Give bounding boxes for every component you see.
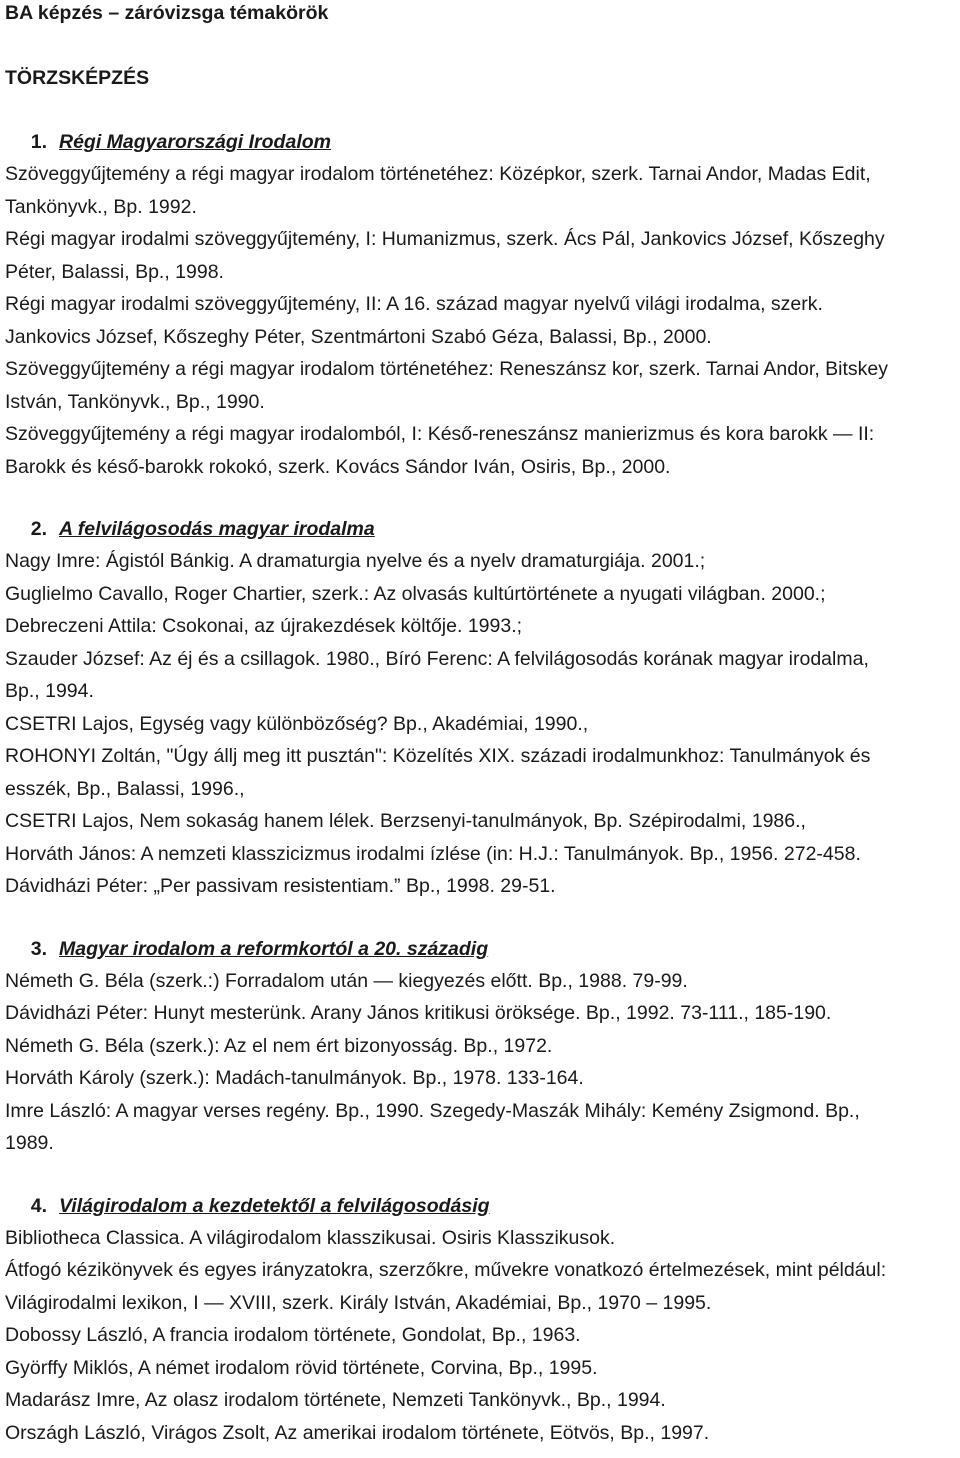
bibliography-line: Szauder József: Az éj és a csillagok. 1980., Bíró Ferenc: A felvilágosodás korának magyar irodalma, [5,647,869,670]
bibliography-line: Debreczeni Attila: Csokonai, az újrakezdések költője. 1993.; [5,615,523,637]
bibliography-line: Imre László: A magyar verses regény. Bp., 1990. Szegedy-Maszák Mihály: Kemény Zsigmond. Bp., [5,1099,860,1122]
document-title: BA képzés – záróvizsga témakörök [5,2,329,24]
bibliography-list [5,545,954,903]
section-number: 1. [30,131,47,153]
bibliography-line: Átfogó kézikönyvek és egyes irányzatokra, szerzőkre, művekre vonatkozó értelmezések, mint például: [5,1259,887,1281]
bibliography-line: Dobossy László, A francia irodalom története, Gondolat, Bp., 1963. [5,1324,581,1346]
bibliography-line: István, Tankönyvk., Bp., 1990. [5,390,265,413]
bibliography-line: CSETRI Lajos, Egység vagy különbözőség? Bp., Akadémiai, 1990., [5,712,589,735]
bibliography-line: Szöveggyűjtemény a régi magyar irodalom történetéhez: Középkor, szerk. Tarnai Andor, Madas Edit, [5,163,871,185]
spacer [5,1160,954,1190]
section-heading [5,126,954,158]
spacer [5,26,954,62]
bibliography-line: Szöveggyűjtemény a régi magyar irodalom történetéhez: Reneszánsz kor, szerk. Tarnai Andor, Bitskey [5,358,889,380]
bibliography-line: Györffy Miklós, A német irodalom rövid története, Corvina, Bp., 1995. [5,1356,598,1379]
bibliography-line: Dávidházi Péter: Hunyt mesterünk. Arany János kritikusi öröksége. Bp., 1992. 73-111., 185-190. [5,1002,832,1024]
bibliography-line: Szöveggyűjtemény a régi magyar irodalomból, I: Késő-reneszánsz manierizmus és kora barokk — II: [5,423,875,445]
bibliography-line: Péter, Balassi, Bp., 1998. [5,260,224,283]
section-heading [5,1190,954,1222]
spacer [5,94,954,126]
spacer [5,483,954,513]
bibliography-line: Világirodalmi lexikon, I — XVIII, szerk. Király István, Akadémiai, Bp., 1970 – 1995. [5,1291,712,1314]
bibliography-line: Tankönyvk., Bp. 1992. [5,195,197,218]
bibliography-line: Nagy Imre: Ágistól Bánkig. A dramaturgia nyelve és a nyelv dramaturgiája. 2001.; [5,550,706,572]
bibliography-list [5,158,954,483]
bibliography-line: Bp., 1994. [5,680,94,702]
section-heading-text: A felvilágosodás magyar irodalma [59,518,375,540]
bibliography-line: Horváth Károly (szerk.): Madách-tanulmányok. Bp., 1978. 133-164. [5,1067,584,1089]
section-number: 4. [30,1194,47,1217]
spacer [5,903,954,933]
bibliography-line: ROHONYI Zoltán, "Úgy állj meg itt pusztán": Közelítés XIX. századi irodalmunkhoz: Tanulmányok és [5,745,871,767]
section-heading [5,933,954,965]
bibliography-line: Barokk és késő-barokk rokokó, szerk. Kovács Sándor Iván, Osiris, Bp., 2000. [5,455,671,478]
bibliography-line: Németh G. Béla (szerk.:) Forradalom után — kiegyezés előtt. Bp., 1988. 79-99. [5,969,688,992]
bibliography-line: Guglielmo Cavallo, Roger Chartier, szerk.: Az olvasás kultúrtörténete a nyugati világban. 2000.; [5,582,826,605]
section-2 [5,513,954,933]
bibliography-line: 1989. [5,1132,54,1154]
section-number: 3. [30,937,47,960]
bibliography-line: Horváth János: A nemzeti klasszicizmus irodalmi ízlése (in: H.J.: Tanulmányok. Bp., 1956. 272-458. [5,842,861,865]
section-3 [5,933,954,1190]
section-heading-text: Világirodalom a kezdetektől a felvilágosodásig [59,1194,490,1217]
bibliography-line: Régi magyar irodalmi szöveggyűjtemény, I: Humanizmus, szerk. Ács Pál, Jankovics József, Kőszeghy [5,228,885,250]
section-4 [5,1190,954,1450]
sections-container [5,126,954,1449]
block-title: TÖRZSKÉPZÉS [5,67,150,89]
section-heading-text: Magyar irodalom a reformkortól a 20. századig [59,937,489,960]
bibliography-line: Országh László, Virágos Zsolt, Az amerikai irodalom története, Eötvös, Bp., 1997. [5,1421,710,1444]
bibliography-line: Dávidházi Péter: „Per passivam resistentiam.” Bp., 1998. 29-51. [5,875,556,897]
bibliography-line: Jankovics József, Kőszeghy Péter, Szentmártoni Szabó Géza, Balassi, Bp., 2000. [5,325,712,348]
bibliography-line: esszék, Bp., Balassi, 1996., [5,777,245,800]
bibliography-line: Németh G. Béla (szerk.): Az el nem ért bizonyosság. Bp., 1972. [5,1034,553,1057]
section-heading-text: Régi Magyarországi Irodalom [59,131,331,153]
bibliography-list [5,1222,954,1450]
section-1 [5,126,954,513]
bibliography-line: Régi magyar irodalmi szöveggyűjtemény, II: A 16. század magyar nyelvű világi irodalma, szerk. [5,293,823,315]
bibliography-line: Bibliotheca Classica. A világirodalom klasszikusai. Osiris Klasszikusok. [5,1226,616,1249]
section-heading [5,513,954,545]
bibliography-list [5,965,954,1160]
section-number: 2. [30,518,47,540]
bibliography-line: Madarász Imre, Az olasz irodalom története, Nemzeti Tankönyvk., Bp., 1994. [5,1389,666,1411]
bibliography-line: CSETRI Lajos, Nem sokaság hanem lélek. Berzsenyi-tanulmányok, Bp. Szépirodalmi, 1986., [5,810,806,832]
